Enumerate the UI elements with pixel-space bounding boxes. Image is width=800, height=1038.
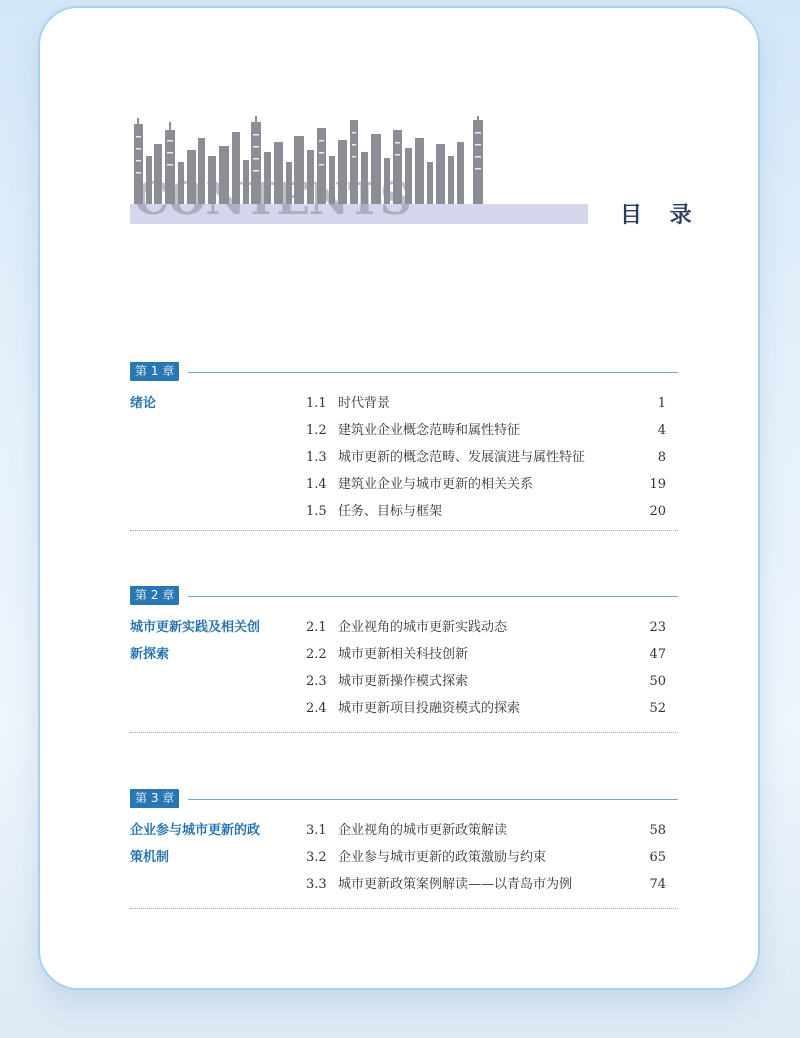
- entry-number: 3.2: [306, 850, 327, 865]
- chapter-header: [130, 362, 678, 384]
- toc-entry[interactable]: [306, 390, 678, 417]
- chapter-rule: [188, 799, 678, 800]
- chapter-separator: [130, 908, 678, 909]
- entry-title: 城市更新政策案例解读——以青岛市为例: [338, 877, 573, 892]
- chapter-title: 城市更新实践及相关创新探索: [130, 620, 261, 662]
- entry-number: 2.3: [306, 674, 327, 689]
- toc-entry[interactable]: [306, 417, 678, 444]
- contents-heading-word: CONTENTS: [134, 174, 411, 225]
- toc-entry[interactable]: [306, 444, 678, 471]
- chapter-header: [130, 789, 678, 811]
- entry-number: 2.2: [306, 647, 327, 662]
- toc-entry[interactable]: [306, 695, 678, 722]
- entry-number: 1.4: [306, 477, 327, 492]
- entry-page: 50: [649, 674, 666, 689]
- entry-title: 城市更新的概念范畴、发展演进与属性特征: [338, 450, 586, 465]
- chapter-entries: [306, 817, 678, 898]
- chapter-header: [130, 586, 678, 608]
- entry-number: 3.3: [306, 877, 327, 892]
- chapter-separator: [130, 530, 678, 531]
- entry-page: 23: [649, 620, 666, 635]
- entry-title: 城市更新相关科技创新: [338, 647, 469, 662]
- entry-page: 19: [649, 477, 666, 492]
- chapter-entries: [306, 614, 678, 722]
- chapter-separator: [130, 732, 678, 733]
- entry-number: 3.1: [306, 823, 327, 838]
- chapter-rule: [188, 372, 678, 373]
- entry-page: 47: [649, 647, 666, 662]
- toc-entry[interactable]: [306, 641, 678, 668]
- chapter-title: 绪论: [130, 396, 157, 411]
- chapter-badge: 第 1 章: [130, 362, 179, 381]
- entry-page: 8: [657, 450, 666, 465]
- toc-entry[interactable]: [306, 844, 678, 871]
- entry-title: 任务、目标与框架: [338, 504, 443, 519]
- entry-page: 20: [649, 504, 666, 519]
- toc-entry[interactable]: [306, 817, 678, 844]
- entry-number: 1.5: [306, 504, 327, 519]
- entry-title: 建筑业企业与城市更新的相关关系: [338, 477, 534, 492]
- chapter-rule: [188, 596, 678, 597]
- toc-entry[interactable]: [306, 471, 678, 498]
- chapter-badge: 第 2 章: [130, 586, 179, 605]
- entry-title: 建筑业企业概念范畴和属性特征: [338, 423, 521, 438]
- entry-number: 2.4: [306, 701, 327, 716]
- entry-page: 4: [657, 423, 666, 438]
- entry-page: 74: [649, 877, 666, 892]
- entry-title: 时代背景: [338, 396, 391, 411]
- entry-page: 65: [649, 850, 666, 865]
- entry-title: 企业参与城市更新的政策激励与约束: [338, 850, 547, 865]
- entry-page: 52: [649, 701, 666, 716]
- toc-entry[interactable]: [306, 498, 678, 525]
- entry-title: 企业视角的城市更新政策解读: [338, 823, 508, 838]
- toc-entry[interactable]: [306, 614, 678, 641]
- entry-number: 2.1: [306, 620, 327, 635]
- entry-title: 城市更新操作模式探索: [338, 674, 469, 689]
- page-title: 目 录: [620, 203, 702, 228]
- toc-entry[interactable]: [306, 871, 678, 898]
- toc-entry[interactable]: [306, 668, 678, 695]
- chapter-2: [130, 586, 678, 716]
- entry-page: 1: [657, 396, 666, 411]
- chapter-badge: 第 3 章: [130, 789, 179, 808]
- entry-number: 1.1: [306, 396, 327, 411]
- entry-title: 城市更新项目投融资模式的探索: [338, 701, 521, 716]
- chapter-entries: [306, 390, 678, 525]
- chapter-3: [130, 789, 678, 892]
- entry-title: 企业视角的城市更新实践动态: [338, 620, 508, 635]
- chapter-title: 企业参与城市更新的政策机制: [130, 823, 261, 865]
- chapter-1: [130, 362, 678, 519]
- entry-page: 58: [649, 823, 666, 838]
- entry-number: 1.3: [306, 450, 327, 465]
- entry-number: 1.2: [306, 423, 327, 438]
